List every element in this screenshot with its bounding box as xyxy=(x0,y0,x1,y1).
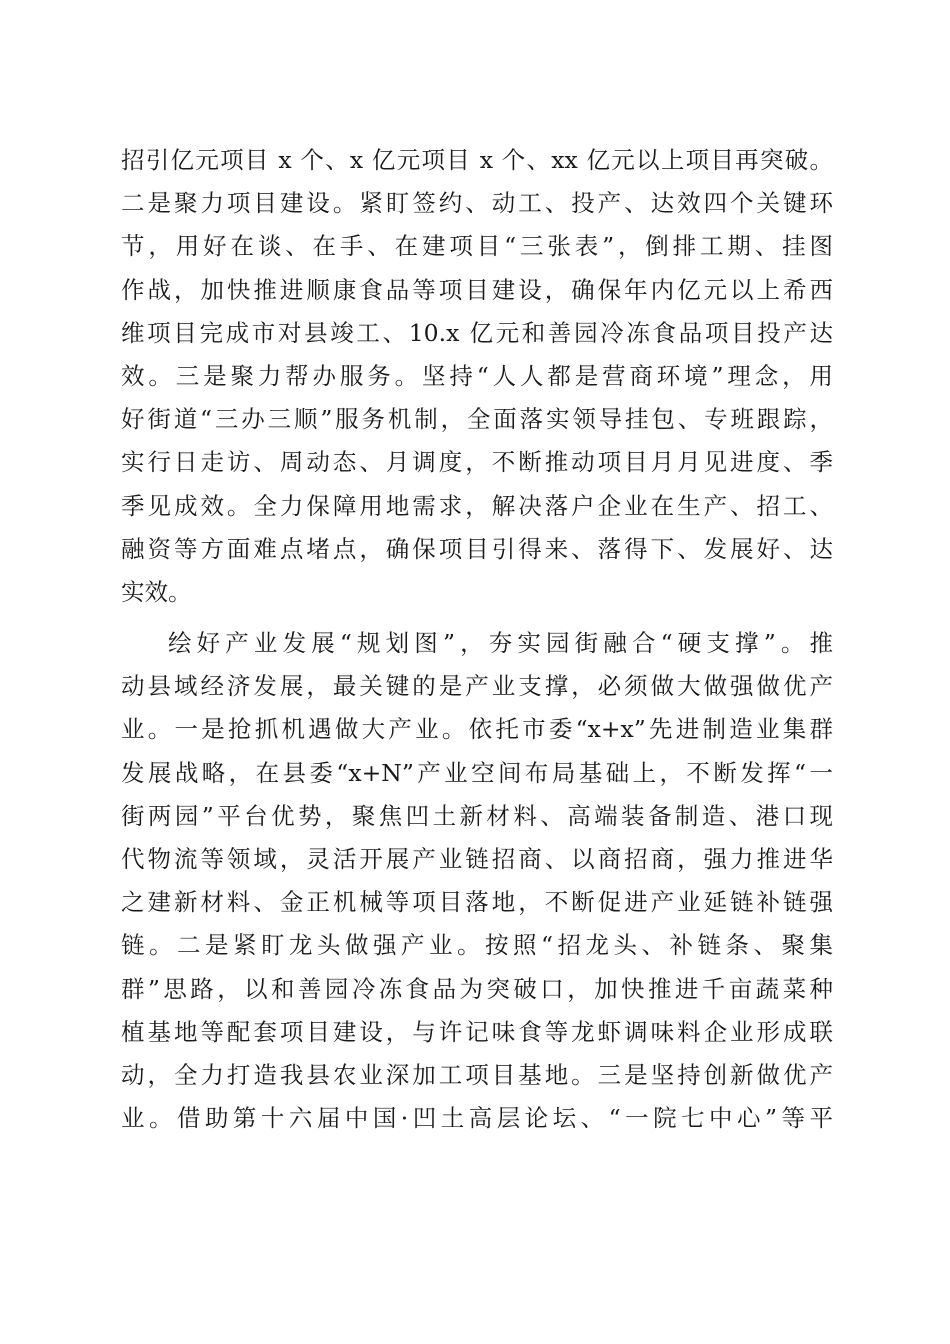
paragraph-line: 效。三是聚力帮办服务。坚持“人人都是营商环境”理念，用 xyxy=(121,361,833,390)
paragraph-line: 融资等方面难点堵点，确保项目引得来、落得下、发展好、达 xyxy=(121,534,833,563)
paragraph-line: 绘好产业发展“规划图”，夯实园街融合“硬支撑”。推 xyxy=(168,629,833,658)
paragraph-line: 实效。 xyxy=(121,577,192,606)
paragraph-line: 发展战略，在县委“x+N”产业空间布局基础上，不断发挥“一 xyxy=(121,758,833,787)
paragraph-line: 动县域经济发展，最关键的是产业支撑，必须做大做强做优产 xyxy=(121,672,833,701)
paragraph-line: 好街道“三办三顺”服务机制，全面落实领导挂包、专班跟踪， xyxy=(121,405,833,434)
paragraph-line: 维项目完成市对县竣工、10.x 亿元和善园冷冻食品项目投产达 xyxy=(121,318,833,347)
paragraph-line: 代物流等领域，灵活开展产业链招商、以商招商，强力推进华 xyxy=(121,845,833,873)
paragraph-line: 植基地等配套项目建设，与许记味食等龙虾调味料企业形成联 xyxy=(121,1017,833,1046)
paragraph-line: 群”思路，以和善园冷冻食品为突破口，加快推进千亩蔬菜种 xyxy=(121,974,833,1003)
paragraph-line: 节，用好在谈、在手、在建项目“三张表”，倒排工期、挂图 xyxy=(121,232,833,261)
paragraph-line: 业。一是抢抓机遇做大产业。依托市委“x+x”先进制造业集群 xyxy=(121,715,833,744)
paragraph-gap xyxy=(121,614,833,622)
paragraph-line: 动，全力打造我县农业深加工项目基地。三是坚持创新做优产 xyxy=(121,1060,833,1089)
paragraph-line: 之建新材料、金正机械等项目落地，不断促进产业延链补链强 xyxy=(121,888,833,917)
paragraph-line: 季见成效。全力保障用地需求，解决落户企业在生产、招工、 xyxy=(121,491,833,520)
paragraph-line: 二是聚力项目建设。紧盯签约、动工、投产、达效四个关键环 xyxy=(121,189,833,218)
paragraph-line: 作战，加快推进顺康食品等项目建设，确保年内亿元以上希西 xyxy=(121,275,833,304)
paragraph-1 xyxy=(121,139,833,614)
document-body xyxy=(121,139,833,1140)
paragraph-line: 业。借助第十六届中国·凹土高层论坛、“一院七中心”等平 xyxy=(121,1104,833,1133)
paragraph-line: 招引亿元项目 x 个、x 亿元项目 x 个、xx 亿元以上项目再突破。 xyxy=(121,146,833,174)
paragraph-line: 街两园”平台优势，聚焦凹土新材料、高端装备制造、港口现 xyxy=(121,801,833,830)
paragraph-2 xyxy=(121,622,833,1140)
paragraph-line: 实行日走访、周动态、月调度，不断推动项目月月见进度、季 xyxy=(121,448,833,477)
paragraph-line: 链。二是紧盯龙头做强产业。按照“招龙头、补链条、聚集 xyxy=(121,931,833,960)
